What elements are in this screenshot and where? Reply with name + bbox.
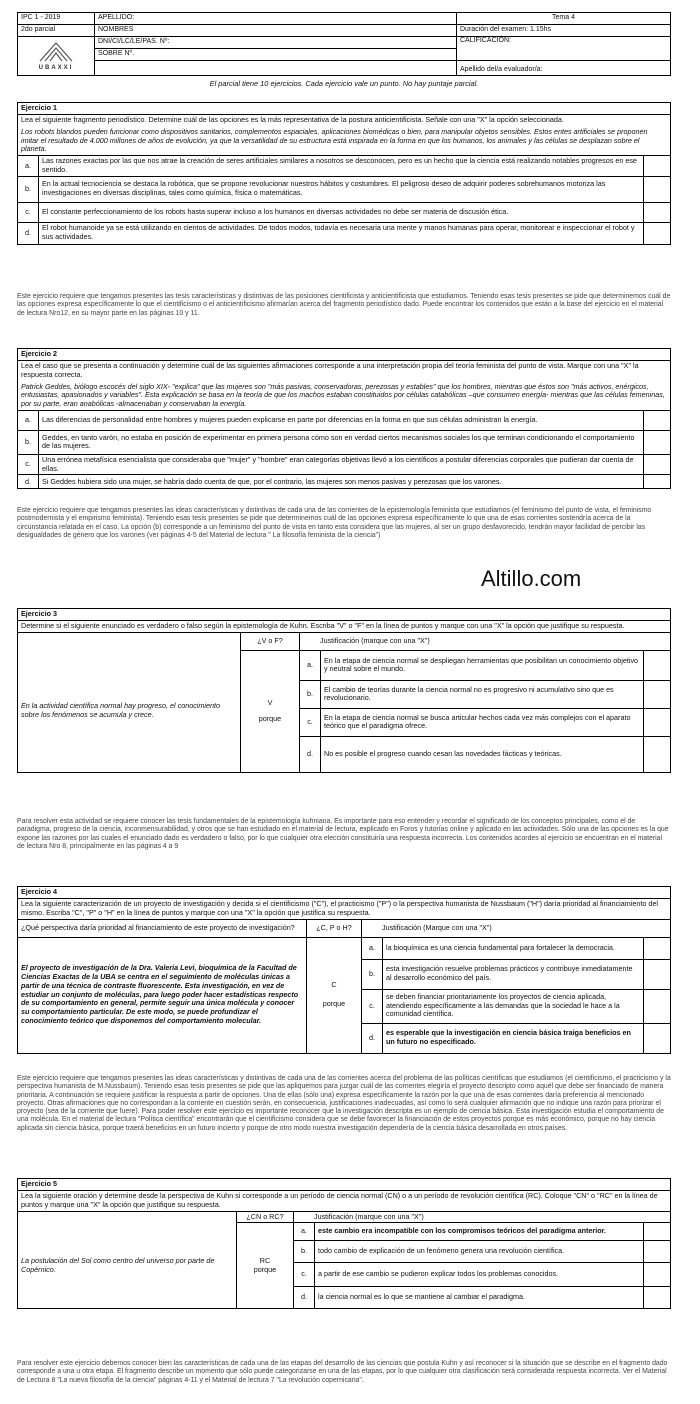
answer-cell[interactable] <box>237 1223 294 1309</box>
answer-box-a[interactable] <box>644 156 671 177</box>
col-justificacion: Justificación (Marque con una "X") <box>362 919 671 937</box>
exercise-3-statement: En la actividad científica normal hay progreso, el conocimiento sobre los fenómenos se acumula y crece. <box>18 650 241 772</box>
option-text: Las razones exactas por las que nos atrae la creación de seres artificiales similares a nosotros se desconocen, pero es un hecho que la ciencia está realizando notables progresos en ese sentido. <box>39 156 644 177</box>
exercise-2-title: Ejercicio 2 <box>18 349 671 361</box>
exam-header <box>17 12 671 88</box>
duracion-cell: Duración del examen: 1.15hs <box>457 25 671 37</box>
option-text: es esperable que la investigación en ciencia básica traiga beneficios en un futuro no especificado. <box>383 1023 644 1053</box>
blank-cell <box>18 1211 237 1223</box>
exercise-4-note: Este ejercicio requiere que tengamos presentes las ideas características y distintivas de cada una de las corrientes acerca del problema de las políticas científicas que estudiamos (el cientificismo, el practicismo y la perspectiva humanista de M.Nussbaum). Teniendo esas tesis presentes se pide que las apliquemos para juzgar cuál de las corrientes elegiría el proyecto descripto como aquél que debe ser financiado de manera prioritaria. A continuación se requiere justificar la respuesta a partir de opciones. Una de ellas (sólo una) expresa específicamente la razón por la que una de esas corrientes daría preferencia al mencionado proyecto. Otras afirmaciones que no correspondan a la corriente en cuestión serán, en consecuencia, justificaciones inadecuadas, así como lo será cualquier afirmación que no indique una razón para priorizar el proyecto (sea de la corriente que fuere). Para poder resolver este ejercicio es importante reconocer que la investigación descripta es un ejemplo de ciencia básica. Esta investigación estudia el comportamiento de una molécula. En el material de lectura "Política científica" encontrarán que el cientificismo considera que se debe favorecer la financiación de estos proyectos porque es más económico, porque no hay ciencia aplicada sin ciencia básica, porque traerá beneficios en un futuro incierto y porque de otro modo nuestra investigación dependería de la ciencia básica desarrollada en otros países. <box>17 1075 671 1132</box>
exercise-2-prompt: Lea el caso que se presenta a continuación y determine cuál de las siguientes afirmaciones corresponde a una interpretación propia del teoría feminista del punto de vista. Marque con una "X" la respuesta correcta. Patrick Geddes, biólogo escocés del siglo XIX- "explica" que las mujeres son "más pasivas, conservadoras, perezosas y estables" que los hombres, mientras que éstos son "más activos, enérgicos, entusiastas, apasionados y variables". Esta explicación se basa en la teoría de que los machos estaban constituidos por células catabólicas –que consumen energía- mientras que las células femeninas, por su parte, eran anabólicas -almacenaban y conservaban la energía. <box>18 361 671 411</box>
answer-box-c[interactable] <box>644 989 671 1023</box>
option-text: Las diferencias de personalidad entre hombres y mujeres pueden explicarse en parte por diferencias en la forma en que sus células administran la energía. <box>39 410 644 430</box>
answer-box-d[interactable] <box>644 736 671 772</box>
option-letter: c. <box>294 1263 315 1287</box>
option-text: a partir de ese cambio se pudieron explicar todos los problemas conocidos. <box>315 1263 644 1287</box>
porque-label: porque <box>322 999 346 1009</box>
answer-box-c[interactable] <box>644 708 671 736</box>
option-letter: d. <box>362 1023 383 1053</box>
exercise-1 <box>17 102 671 245</box>
tema-cell: Tema 4 <box>457 13 671 25</box>
answer-box-b[interactable] <box>644 430 671 454</box>
option-letter: c. <box>300 708 321 736</box>
exercise-5-title: Ejercicio 5 <box>18 1179 671 1191</box>
exercise-5-statement: La postulación del Sol como centro del universo por parte de Copérnico. <box>18 1223 237 1309</box>
option-text: este cambio era incompatible con los compromisos teóricos del paradigma anterior. <box>315 1223 644 1241</box>
option-letter: c. <box>18 202 39 222</box>
option-text: En la etapa de ciencia normal se busca articular hechos cada vez más complejos con el aparato teórico que el paradigma ofrece. <box>321 708 644 736</box>
answer-box-b[interactable] <box>644 176 671 202</box>
exercise-1-note: Este ejercicio requiere que tengamos presentes las tesis características y distintivas de las posiciones cientificista y anticientificista que estudiamos. Teniendo esas tesis presentes se pide que determinemos cuál de las opciones expresa específicamente lo que el cientificismo o el anticientificismo afirmarían acerca del fragmento periodístico dado. Puede encontrar los contenidos que están a la base del ejercicio en el material de lectura Nro12, en su mayor parte en las páginas 10 y 11. <box>17 293 671 317</box>
option-text: Si Geddes hubiera sido una mujer, se habría dado cuenta de que, por el contrario, las mujeres son menos pasivas y perezosas que los varones. <box>39 475 644 489</box>
exercise-1-quote: Los robots blandos pueden funcionar como dispositivos sanitarios, complementos espaciales, aplicaciones biomédicas o bien, para manipular objetos sensibles. Estos entes artificiales se proponen imitar el resultado de 4.000 millones de años de evolución, ya que la versatilidad de su estructura está inspirada en la forma en que los humanos, los animales y las células se desplazan sobre el planeta. <box>21 126 648 154</box>
option-letter: c. <box>18 454 39 475</box>
exercise-5 <box>17 1178 671 1309</box>
exercise-2-note: Este ejercicio requiere que tengamos presentes las ideas características y distintivas de cada una de las corrientes de la epistemología feminista que estudiamos (el feminismo del punto de vista, el feminismo postmodernista y el empirismo feminista). Teniendo esas tesis presentes se pide que determinemos cuál de las opciones expresa específicamente lo que una de esas corrientes sostendría acerca de la circunstancia relatada en el caso. La opción (b) corresponde a un feminismo del punto de vista en tanto esta considera que las mujeres, al ser un grupo desfavorecido, tendrán mayor facilidad de percibir las desigualdades de género que los varones (ver páginas 4-5 del Material de lectura " La filosofía feminista de la ciencia") <box>17 507 652 539</box>
blank-cell <box>18 632 241 650</box>
logo-text: UBAXXI <box>38 65 74 72</box>
option-letter: a. <box>294 1223 315 1241</box>
exercise-3-note: Para resolver esta actividad se requiere conocer las tesis fundamentales de la epistemología kuhniana. Es importante para eso entender y recordar el significado de los conceptos principales, como el de paradigma, progreso de la ciencia, inconmensurabilidad, y otros que se han estudiado en el material de lectura, explicado en Foros y tutorías online y aplicado en las actividades. Sólo una de las opciones es la que expone las razones por las cuales el enunciado dado es verdadero o falso, por lo que cualquier otra elección constituiría una respuesta incorrecta. Los contenidos acordes al ejercicio se encuentran en el material de lectura Nro 8, principalmente en las páginas 4 a 9 <box>17 818 669 850</box>
answer-box-d[interactable] <box>644 1287 671 1309</box>
uba-logo <box>21 39 91 72</box>
option-letter: a. <box>18 410 39 430</box>
exercise-2-quote: Patrick Geddes, biólogo escocés del siglo XIX- "explica" que las mujeres son "más pasivas, conservadoras, perezosas y estables" que los hombres, mientras que éstos son "más activos, enérgicos, entusiastas, apasionados y variables". Esta explicación se basa en la teoría de que los machos estaban constituidos por células catabólicas –que consumen energía- mientras que las células femeninas, por su parte, eran anabólicas -almacenaban y conservaban la energía. <box>21 381 665 409</box>
evaluador-field[interactable]: Apellido del/a evaluador/a: <box>457 61 671 76</box>
option-text: la ciencia normal es lo que se mantiene al cambiar el paradigma. <box>315 1287 644 1309</box>
option-letter: d. <box>294 1287 315 1309</box>
option-letter: b. <box>362 959 383 989</box>
option-text: El constante perfeccionamiento de los robots hasta superar incluso a los humanos en diversas actividades no debe ser materia de discusión ética. <box>39 202 644 222</box>
exercise-5-prompt: Lea la siguiente oración y determine desde la perspectiva de Kuhn si corresponde a un período de ciencia normal (CN) o a un período de revolución científica (RC). Coloque "CN" o "RC" en la línea de puntos y marque una "X" la opción que justifique su respuesta. <box>18 1191 671 1212</box>
answer-box-d[interactable] <box>644 1023 671 1053</box>
exercise-4-question: ¿Qué perspectiva daría prioridad al financiamiento de este proyecto de investigación? <box>18 919 307 937</box>
answer-cell[interactable] <box>241 650 300 772</box>
option-text: Geddes, en tanto varón, no estaba en posición de experimentar en primera persona cómo son en verdad ciertos mecanismos sociales los que terminan condicionando el comportamiento de las mujeres. <box>39 430 644 454</box>
option-letter: d. <box>18 222 39 244</box>
answer-value: C <box>331 980 337 990</box>
col-cnrc: ¿CN o RC? <box>237 1211 294 1223</box>
exercise-2 <box>17 348 671 489</box>
porque-label: porque <box>253 1264 277 1274</box>
option-text: En la etapa de ciencia normal se despliegan herramientas que posibilitan un conocimiento objetivo y neutral sobre el mundo. <box>321 650 644 680</box>
answer-box-a[interactable] <box>644 1223 671 1241</box>
option-letter: d. <box>300 736 321 772</box>
option-text: No es posible el progreso cuando cesan las novedades fácticas y teóricas. <box>321 736 644 772</box>
col-justificacion: Justificación (marque con una "X") <box>294 1211 671 1223</box>
answer-cell[interactable] <box>307 937 362 1053</box>
exercise-4 <box>17 886 671 1054</box>
exercise-1-prompt: Lea el siguiente fragmento periodístico. Determine cuál de las opciones es la más representativa de la postura anticientificista. Señale con una "X" la opción seleccionada. Los robots blandos pueden funcionar como dispositivos sanitarios, complementos espaciales, aplicaciones biomédicas o bien, para manipular objetos sensibles. Estos entes artificiales se proponen imitar el resultado de 4.000 millones de años de evolución, ya que la versatilidad de su estructura está inspirada en la forma en que los humanos, los animales y las células se desplazan sobre el planeta. <box>18 115 671 156</box>
answer-box-d[interactable] <box>644 475 671 489</box>
option-text: la bioquímica es una ciencia fundamental para fortalecer la democracia. <box>383 937 644 959</box>
answer-box-c[interactable] <box>644 454 671 475</box>
option-letter: a. <box>362 937 383 959</box>
option-text: se deben financiar prioritariamente los proyectos de ciencia aplicada, atendiendo específicamente a las demandas que la sociedad le hace a la comunidad científica. <box>383 989 644 1023</box>
answer-box-d[interactable] <box>644 222 671 244</box>
option-letter: b. <box>300 680 321 708</box>
option-text: todo cambio de explicación de un fenómeno genera una revolución científica. <box>315 1241 644 1263</box>
col-cph: ¿C, P o H? <box>307 919 362 937</box>
answer-box-a[interactable] <box>644 410 671 430</box>
exercise-4-statement: El proyecto de investigación de la Dra. Valeria Levi, bioquímica de la Facultad de Ciencias Exactas de la UBA se centra en el seguimiento de moléculas únicas a partir de una técnica de contraste fluorescente. Esta investigación, en vez de estudiar un conjunto de moléculas, para luego poder hacer estadísticas respecto de su comportamiento en general, permite seguir una única molécula y conocer su comportamiento particular. De este modo, se puede profundizar el conocimiento teórico que disponemos del comportamiento molecular. <box>18 937 307 1053</box>
option-letter: c. <box>362 989 383 1023</box>
option-letter: a. <box>300 650 321 680</box>
dni-field[interactable]: DNI/CI/LC/LE/PAS. Nº: <box>95 37 457 49</box>
option-text: En la actual tecnociencia se destaca la robótica, que se propone revolucionar nuestros hábitos y costumbres. El peligroso deseo de adquirir poderes sobrehumanos motoriza las investigaciones en diversas disciplinas, tales como química, física o matemáticas. <box>39 176 644 202</box>
course-cell: IPC 1 - 2019 <box>18 13 95 25</box>
answer-box-c[interactable] <box>644 1263 671 1287</box>
answer-box-b[interactable] <box>644 959 671 989</box>
answer-box-a[interactable] <box>644 937 671 959</box>
col-justificacion: Justificación (marque con una "X") <box>300 632 671 650</box>
answer-value: V <box>267 697 273 707</box>
exercise-4-title: Ejercicio 4 <box>18 887 671 899</box>
option-letter: b. <box>18 176 39 202</box>
answer-box-b[interactable] <box>644 1241 671 1263</box>
exercise-1-title: Ejercicio 1 <box>18 103 671 115</box>
blank-cell <box>95 61 457 76</box>
porque-label: porque <box>258 714 282 724</box>
watermark: Altillo.com <box>481 566 582 591</box>
exam-cell: 2do parcial <box>18 25 95 37</box>
apellido-field[interactable]: APELLIDO: <box>95 13 457 25</box>
exam-intro: El parcial tiene 10 ejercicios. Cada ejercicio vale un punto. No hay puntaje parcial. <box>209 79 479 88</box>
option-letter: b. <box>18 430 39 454</box>
answer-box-b[interactable] <box>644 680 671 708</box>
option-text: El robot humanoide ya se está utilizando en cientos de actividades. De todos modos, todavía es necesaria una mente y manos humanas para operar, monitorear e inspeccionar el robot y sus actividades. <box>39 222 644 244</box>
exercise-4-prompt: Lea la siguiente caracterización de un proyecto de investigación y decida si el cientificismo ("C"), el practicismo ("P") o la perspectiva humanista de Nussbaum ("H") daría prioridad al financiamiento del mismo. Escriba "C", "P" o "H" en la línea de puntos y marque con una "X" la opción que justifica su respuesta. <box>18 899 671 920</box>
uba-logo-icon <box>36 39 76 65</box>
calificacion-field[interactable]: CALIFICACIÓN: <box>457 37 671 61</box>
answer-box-a[interactable] <box>644 650 671 680</box>
option-text: El cambio de teorías durante la ciencia normal no es progresivo ni acumulativo sino que es revolucionario. <box>321 680 644 708</box>
col-vf: ¿V o F? <box>241 632 300 650</box>
nombres-field[interactable]: NOMBRES <box>95 25 457 37</box>
answer-value: RC <box>259 1256 271 1266</box>
exercise-3 <box>17 608 671 773</box>
option-letter: b. <box>294 1241 315 1263</box>
answer-box-c[interactable] <box>644 202 671 222</box>
exercise-5-note: Para resolver este ejercicio debemos conocer bien las características de cada una de las etapas del desarrollo de las ciencias que postula Kuhn y así reconocer si la situación que se describe en el fragmento dado corresponde a una u otra etapa. El fragmento describe un momento que sólo puede categorizarse en una de las etapas, por lo que cualquier otra clasificación será considerada respuesta incorrecta. Ver el Material de Lectura 8 "La nueva filosofía de la ciencia" páginas 4-11 y el Material de lectura 7 "La revolución copernicana". <box>17 1360 668 1384</box>
exercise-3-title: Ejercicio 3 <box>18 609 671 621</box>
logo-cell <box>18 37 95 76</box>
sobre-field[interactable]: SOBRE Nº. <box>95 49 457 61</box>
option-text: Una errónea metafísica esencialista que consideraba que "mujer" y "hombre" eran categorías objetivas llevó a los científicos a postular diferencias corporales que pudieran dar cuenta de ellas. <box>39 454 644 475</box>
exercise-3-prompt: Determine si el siguiente enunciado es verdadero o falso según la epistemología de Kuhn. Escriba "V" o "F" en la línea de puntos y marque con una "X" la opción que justifique su respuesta. <box>18 621 671 633</box>
option-letter: a. <box>18 156 39 177</box>
option-text: esta investigación resuelve problemas prácticos y contribuye inmediatamente al desarrollo económico del país. <box>383 959 644 989</box>
option-letter: d. <box>18 475 39 489</box>
